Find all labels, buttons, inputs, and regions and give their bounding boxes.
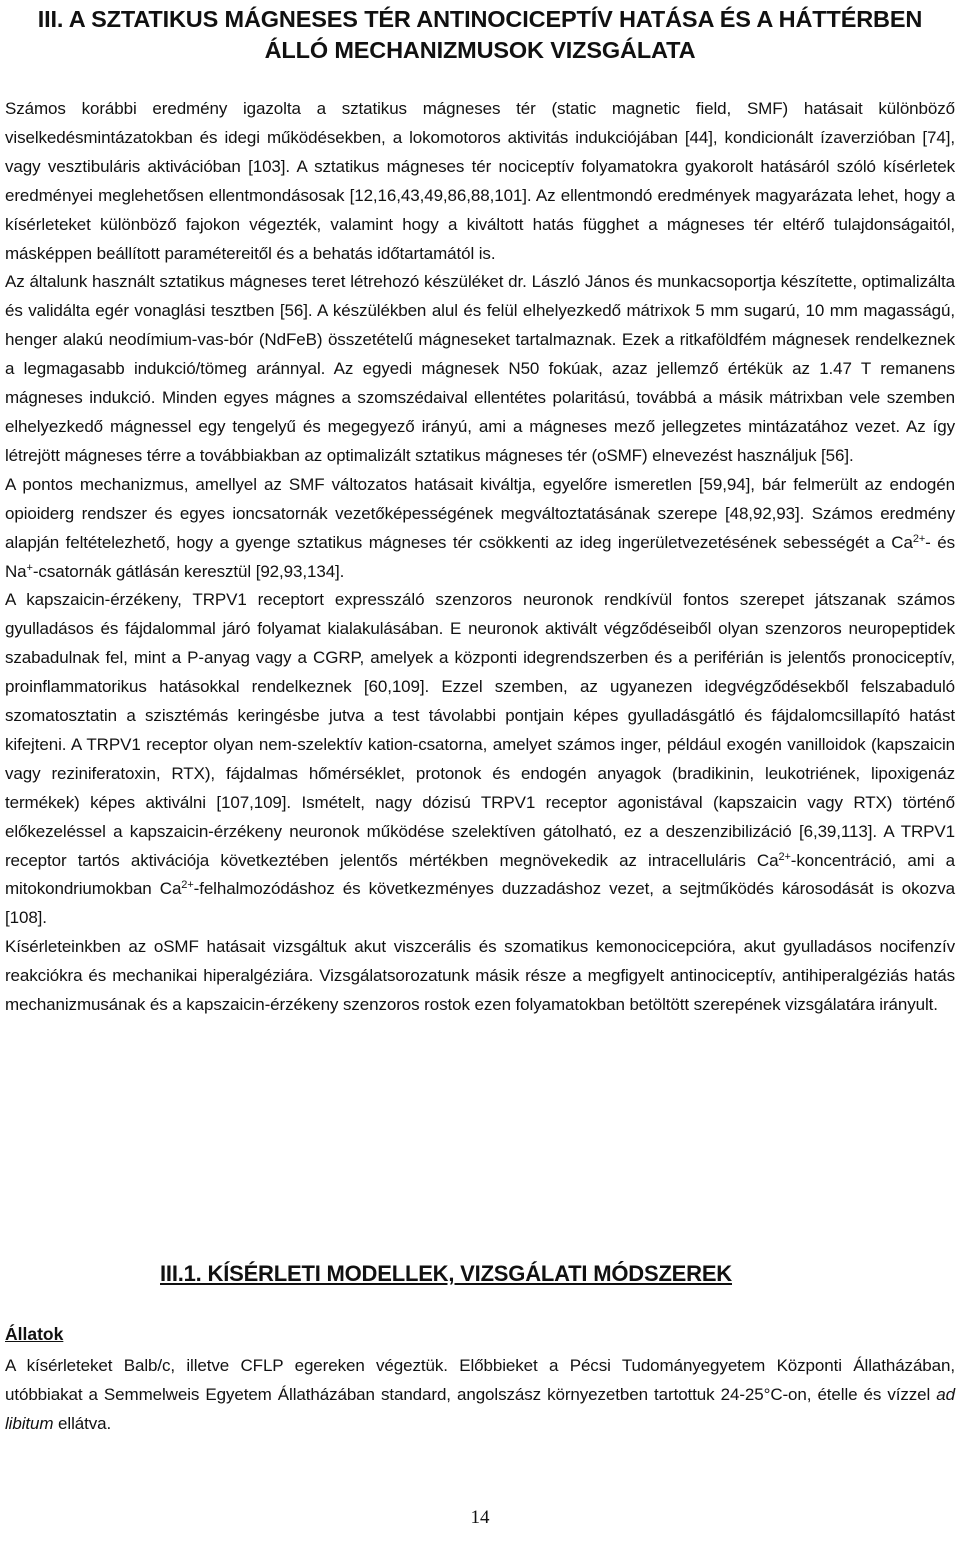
paragraph-trpv1-text-a: A kapszaicin-érzékeny, TRPV1 receptort expresszáló szenzoros neuronok rendkívül fontos szerepet játszanak számos gyulladásos és fájdalommal járó folyamat kialakulásában. E neuronok aktivált végződéseiből olyan szenzoros neuropeptidek szabadulnak fel, mint a P-anyag vagy a CGRP, amelyek a központi idegrendszerben és a periférián is jelentős pronociceptív, proinflammatorikus hatásokkal rendelkeznek [60,109]. Ezzel szemben, az ugyanezen idegvégződésekből felszabaduló szomatosztatin a szisztémás keringésbe jutva a test távolabbi pontjain képes gyulladásgátló és fájdalomcsillapító hatást kifejteni. A TRPV1 receptor olyan nem-szelektív kation-csatorna, amelyet számos inger, például exogén vanilloidok (kapszaicin vagy reziniferatoxin, RTX), fájdalmas hőmérséklet, protonok és endogén anyagok (bradikinin, leukotriének, lipoxigenáz termékek) képes aktiválni [107,109]. Ismételt, nagy dózisú TRPV1 receptor agonistával (kapszaicin vagy RTX) történő előkezeléssel a kapszaicin-érzékeny neuronok működése szelektíven gátolható, ez a deszenzibilizáció [6,39,113]. A TRPV1 receptor tartós aktivációja következtében jelentős mértékben megnövekedik az intracelluláris Ca xyxy=(5,590,955,870)
superscript-sodium: + xyxy=(26,561,33,574)
chapter-title-line-1: III. A SZTATIKUS MÁGNESES TÉR ANTINOCICEPTÍV HATÁSA ÉS A HÁTTÉRBEN xyxy=(37,6,923,32)
chapter-title-line-2: ÁLLÓ MECHANIZMUSOK VIZSGÁLATA xyxy=(264,37,696,63)
superscript-calcium-2: 2+ xyxy=(181,879,194,892)
animals-text-c: ellátva. xyxy=(53,1414,112,1433)
animals-text-a: A kísérleteket Balb/c, illetve CFLP egereken végeztük. Előbbieket a Pécsi Tudományegyetem Központi Állatházában, utóbbiakat a Semmelweis Egyetem Állatházában standard, angolszász környezetben tartottuk 24-25 xyxy=(5,1356,955,1404)
paragraph-mechanism-text-c: -csatornák gátlásán keresztül [92,93,134]. xyxy=(32,561,345,581)
paragraph-animals xyxy=(5,1351,955,1438)
paragraph-experiments: Kísérleteinkben az oSMF hatásait vizsgáltuk akut viszcerális és szomatikus kemonocicepcióra, akut gyulladásos nocifenzív reakciókra és mechanikai hiperalgéziára. Vizsgálatsorozatunk másik része a megfigyelt antinociceptív, antihiperalgéziás hatás mechanizmusának és a kapszaicin-érzékeny szenzoros rostok ezen folyamatokban betöltött szerepének vizsgálatára irányult. xyxy=(5,937,955,1015)
subsection-heading-animals: Állatok xyxy=(5,1324,64,1344)
paragraph-device: Az általunk használt sztatikus mágneses teret létrehozó készüléket dr. László János és munkacsoportja készítette, optimalizálta és validálta egér vonaglási tesztben [56]. A készülékben alul és felül elhelyezkedő mátrixok 5 mm sugarú, 10 mm magasságú, henger alakú neodímium-vas-bór (NdFeB) összetételű mágneseket tartalmaznak. Ezek a ritkaföldfém mágnesek rendelkeznek a legmagasabb indukció/tömeg aránnyal. Az egyedi mágnesek N50 fokúak, azaz jellemző értékük az 1.47 T remanens mágneses indukció. Minden egyes mágnes a szomszédaival ellentétes polaritású, továbbá a másik mátrixban vele szemben elhelyezkedő mágnessel egy tengelyű és megegyező irányú, ami a mágneses mező jellegzetes mintázatához vezet. Az így létrejött mágneses térre a továbbiakban az optimalizált sztatikus mágneses tér (oSMF) elnevezést használjuk [56]. xyxy=(5,272,955,465)
paragraph-mechanism-text-b: - és Na xyxy=(5,532,955,581)
superscript-calcium-1: 2+ xyxy=(778,850,791,863)
superscript-calcium: 2+ xyxy=(912,532,926,545)
paragraph-trpv1-text-b: -koncentráció, ami a mitokondriumokban Ca xyxy=(5,850,956,899)
page-number: 14 xyxy=(470,1507,490,1528)
italic-ad-libitum: ad libitum xyxy=(5,1385,955,1433)
paragraph-smf-effects: Számos korábbi eredmény igazolta a sztatikus mágneses tér (static magnetic field, SMF) hatásait különböző viselkedésmintázatokban és idegi működésekben, a lokomotoros aktivitás indukciójában [44], kondicionált ízaverzióban [74], vagy vesztibuláris aktivációban [103]. A sztatikus mágneses tér nociceptív folyamatokra gyakorolt hatásáról szóló kísérletek eredményei meglehetősen ellentmondásosak [12,16,43,49,86,88,101]. Az ellentmondó eredmények magyarázata lehet, hogy a kísérleteket különböző fajokon végezték, valamint hogy a kiváltott hatás függhet a mágneses tér eltérő tulajdonságaitól, másképpen beállított paramétereitől és a behatás időtartamától is. xyxy=(5,99,955,263)
paragraph-trpv1-text-c: -felhalmozódáshoz és következményes duzzadáshoz vezet, a sejtműködés károsodását is okozva [108]. xyxy=(5,879,955,928)
paragraph-mechanism-text-a: A pontos mechanizmus, amellyel az SMF változatos hatásait kiváltja, egyelőre ismeretlen [59,94], bár felmerült az endogén opioiderg rendszer és egyes ioncsatornák vezetőképességének megváltoztatásának szerepe [48,92,93]. Számos eredmény alapján feltételezhető, hogy a gyenge sztatikus mágneses tér csökkenti az ideg ingerületvezetésének sebességét a Ca xyxy=(5,474,955,552)
section-title: III.1. KÍSÉRLETI MODELLEK, VIZSGÁLATI MÓDSZEREK xyxy=(160,1261,732,1286)
body-text xyxy=(5,95,955,1020)
paragraph-mechanism xyxy=(5,471,955,587)
degree-sign: ° xyxy=(763,1385,771,1404)
paragraph-trpv1 xyxy=(5,586,955,933)
chapter-title xyxy=(8,4,952,66)
animals-text-b: C-on, ételle és vízzel xyxy=(770,1385,931,1404)
